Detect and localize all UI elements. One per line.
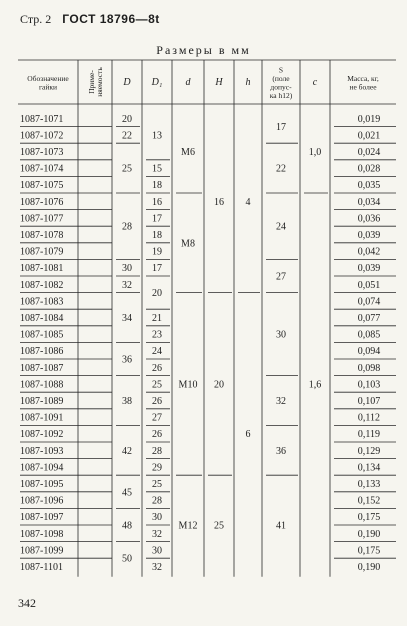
cell-d1: 29 bbox=[152, 462, 162, 474]
cell-d1: 21 bbox=[152, 313, 162, 324]
header-D: D bbox=[123, 77, 131, 88]
cell-designation: 1087-1072 bbox=[20, 130, 64, 142]
cell-d1: 15 bbox=[152, 163, 162, 175]
cell-designation: 1087-1098 bbox=[20, 528, 64, 540]
cell-d1: 32 bbox=[152, 528, 162, 540]
cell-d1: 19 bbox=[152, 246, 162, 258]
cell-designation: 1087-1097 bbox=[20, 512, 64, 524]
cell-d: 42 bbox=[122, 445, 132, 457]
cell-designation: 1087-1093 bbox=[20, 445, 64, 457]
header-S: S bbox=[278, 65, 284, 75]
header-mass: не более bbox=[349, 82, 377, 92]
cell-s: 22 bbox=[276, 163, 286, 175]
cell-mass: 0,112 bbox=[357, 412, 381, 424]
cell-h: 25 bbox=[214, 520, 224, 532]
cell-mass: 0,077 bbox=[357, 313, 381, 324]
cell-mass: 0,034 bbox=[357, 196, 381, 208]
cell-d: 25 bbox=[122, 163, 132, 175]
cell-mass: 0,051 bbox=[357, 279, 381, 291]
cell-designation: 1087-1077 bbox=[20, 213, 64, 225]
cell-mass: 0,042 bbox=[357, 246, 381, 258]
cell-designation: 1087-1085 bbox=[20, 329, 64, 341]
cell-mass: 0,129 bbox=[357, 445, 381, 457]
header-c: c bbox=[312, 77, 318, 88]
cell-d: 38 bbox=[122, 396, 132, 407]
cell-h: 20 bbox=[214, 379, 224, 391]
cell-d: 32 bbox=[122, 279, 132, 291]
cell-h: 6 bbox=[245, 429, 251, 441]
cell-h: 16 bbox=[214, 196, 224, 208]
cell-designation: 1087-1089 bbox=[20, 396, 64, 407]
cell-mass: 0,028 bbox=[357, 163, 381, 175]
cell-mass: 0,039 bbox=[357, 263, 381, 275]
cell-mass: 0,119 bbox=[357, 429, 381, 441]
cell-d1: 16 bbox=[152, 196, 162, 208]
header-applicability: няемость bbox=[95, 67, 104, 97]
cell-s: 36 bbox=[276, 445, 286, 457]
cell-d: M8 bbox=[181, 238, 195, 250]
cell-designation: 1087-1087 bbox=[20, 362, 64, 374]
header-S: ка h12) bbox=[269, 90, 293, 100]
cell-designation: 1087-1079 bbox=[20, 246, 64, 258]
cell-designation: 1087-1095 bbox=[20, 479, 64, 490]
header-h: h bbox=[245, 77, 251, 88]
cell-mass: 0,074 bbox=[357, 296, 381, 308]
header-S: (поле bbox=[272, 73, 290, 83]
cell-s: 30 bbox=[276, 329, 286, 341]
cell-mass: 0,021 bbox=[357, 130, 381, 142]
cell-d1: 26 bbox=[152, 396, 162, 407]
standard-designation: ГОСТ 18796—8t bbox=[62, 12, 160, 26]
cell-mass: 0,103 bbox=[357, 379, 381, 391]
cell-mass: 0,035 bbox=[357, 180, 381, 192]
cell-d: 50 bbox=[122, 553, 132, 565]
header-designation: гайки bbox=[38, 82, 58, 92]
header-D1: D₁ bbox=[151, 77, 163, 88]
cell-mass: 0,036 bbox=[357, 213, 381, 225]
cell-d: 28 bbox=[122, 221, 132, 233]
cell-mass: 0,085 bbox=[357, 329, 381, 341]
cell-mass: 0,098 bbox=[357, 362, 381, 374]
cell-mass: 0,175 bbox=[357, 512, 381, 524]
cell-c: 1,0 bbox=[308, 147, 322, 158]
cell-d1: 27 bbox=[152, 412, 162, 424]
cell-mass: 0,024 bbox=[357, 147, 381, 158]
cell-d1: 18 bbox=[152, 180, 162, 192]
cell-d: 34 bbox=[122, 313, 132, 324]
cell-designation: 1087-1101 bbox=[20, 562, 63, 573]
cell-d1: 13 bbox=[152, 130, 162, 142]
cell-designation: 1087-1074 bbox=[20, 163, 64, 175]
cell-mass: 0,134 bbox=[357, 462, 381, 474]
cell-d1: 32 bbox=[152, 562, 162, 573]
header-H: H bbox=[215, 77, 223, 88]
cell-designation: 1087-1086 bbox=[20, 346, 64, 358]
cell-mass: 0,190 bbox=[357, 562, 381, 573]
header-S: допус- bbox=[270, 82, 292, 92]
cell-designation: 1087-1096 bbox=[20, 495, 64, 507]
cell-mass: 0,094 bbox=[357, 346, 381, 358]
cell-d1: 30 bbox=[152, 512, 162, 524]
cell-designation: 1087-1082 bbox=[20, 279, 64, 291]
header-d: d bbox=[185, 77, 191, 88]
cell-d1: 30 bbox=[152, 545, 162, 557]
cell-mass: 0,190 bbox=[357, 528, 381, 540]
cell-designation: 1087-1099 bbox=[20, 545, 64, 557]
cell-d: 30 bbox=[122, 263, 132, 275]
cell-designation: 1087-1075 bbox=[20, 180, 64, 192]
cell-designation: 1087-1078 bbox=[20, 230, 64, 241]
cell-d1: 28 bbox=[152, 495, 162, 507]
cell-d1: 25 bbox=[152, 379, 162, 391]
cell-d: 22 bbox=[122, 130, 132, 142]
header-designation: Обозначение bbox=[27, 73, 69, 83]
cell-d: M10 bbox=[178, 379, 198, 391]
cell-mass: 0,175 bbox=[357, 545, 381, 557]
cell-d: M6 bbox=[181, 147, 195, 158]
cell-d: 36 bbox=[122, 354, 132, 366]
cell-designation: 1087-1084 bbox=[20, 313, 64, 324]
cell-designation: 1087-1094 bbox=[20, 462, 64, 474]
cell-d1: 24 bbox=[152, 346, 162, 358]
header-mass: Масса, кг, bbox=[347, 73, 379, 83]
cell-s: 27 bbox=[276, 271, 286, 283]
cell-d1: 28 bbox=[152, 445, 162, 457]
header-applicability: Приме- bbox=[87, 70, 96, 94]
cell-d1: 26 bbox=[152, 362, 162, 374]
page-number-top: 2 bbox=[45, 12, 52, 26]
cell-s: 32 bbox=[276, 396, 286, 407]
page-number: 342 bbox=[18, 596, 36, 610]
cell-designation: 1087-1073 bbox=[20, 147, 64, 158]
cell-d1: 25 bbox=[152, 479, 162, 490]
cell-mass: 0,107 bbox=[357, 396, 381, 407]
cell-mass: 0,152 bbox=[357, 495, 381, 507]
cell-d: 48 bbox=[122, 520, 132, 532]
cell-designation: 1087-1088 bbox=[20, 379, 64, 391]
cell-mass: 0,039 bbox=[357, 230, 381, 241]
cell-mass: 0,133 bbox=[357, 479, 381, 490]
cell-designation: 1087-1071 bbox=[20, 113, 64, 125]
page-label: Стр. bbox=[20, 12, 43, 26]
cell-d: 45 bbox=[122, 487, 132, 499]
cell-d1: 18 bbox=[152, 230, 162, 241]
cell-d1: 20 bbox=[152, 288, 162, 300]
cell-d1: 17 bbox=[152, 263, 162, 275]
cell-designation: 1087-1083 bbox=[20, 296, 64, 308]
cell-d1: 23 bbox=[152, 329, 162, 341]
cell-designation: 1087-1092 bbox=[20, 429, 64, 441]
cell-mass: 0,019 bbox=[357, 113, 381, 125]
cell-s: 17 bbox=[276, 122, 286, 134]
cell-s: 24 bbox=[276, 221, 286, 233]
cell-s: 41 bbox=[276, 520, 286, 532]
cell-designation: 1087-1091 bbox=[20, 412, 64, 424]
cell-designation: 1087-1081 bbox=[20, 263, 64, 275]
cell-d1: 26 bbox=[152, 429, 162, 441]
cell-d: M12 bbox=[178, 520, 198, 532]
cell-c: 1,6 bbox=[308, 379, 322, 391]
table-caption: Размеры в мм bbox=[156, 43, 251, 57]
cell-d: 20 bbox=[122, 113, 132, 125]
cell-d1: 17 bbox=[152, 213, 162, 225]
cell-designation: 1087-1076 bbox=[20, 196, 64, 208]
cell-h: 4 bbox=[245, 196, 251, 208]
